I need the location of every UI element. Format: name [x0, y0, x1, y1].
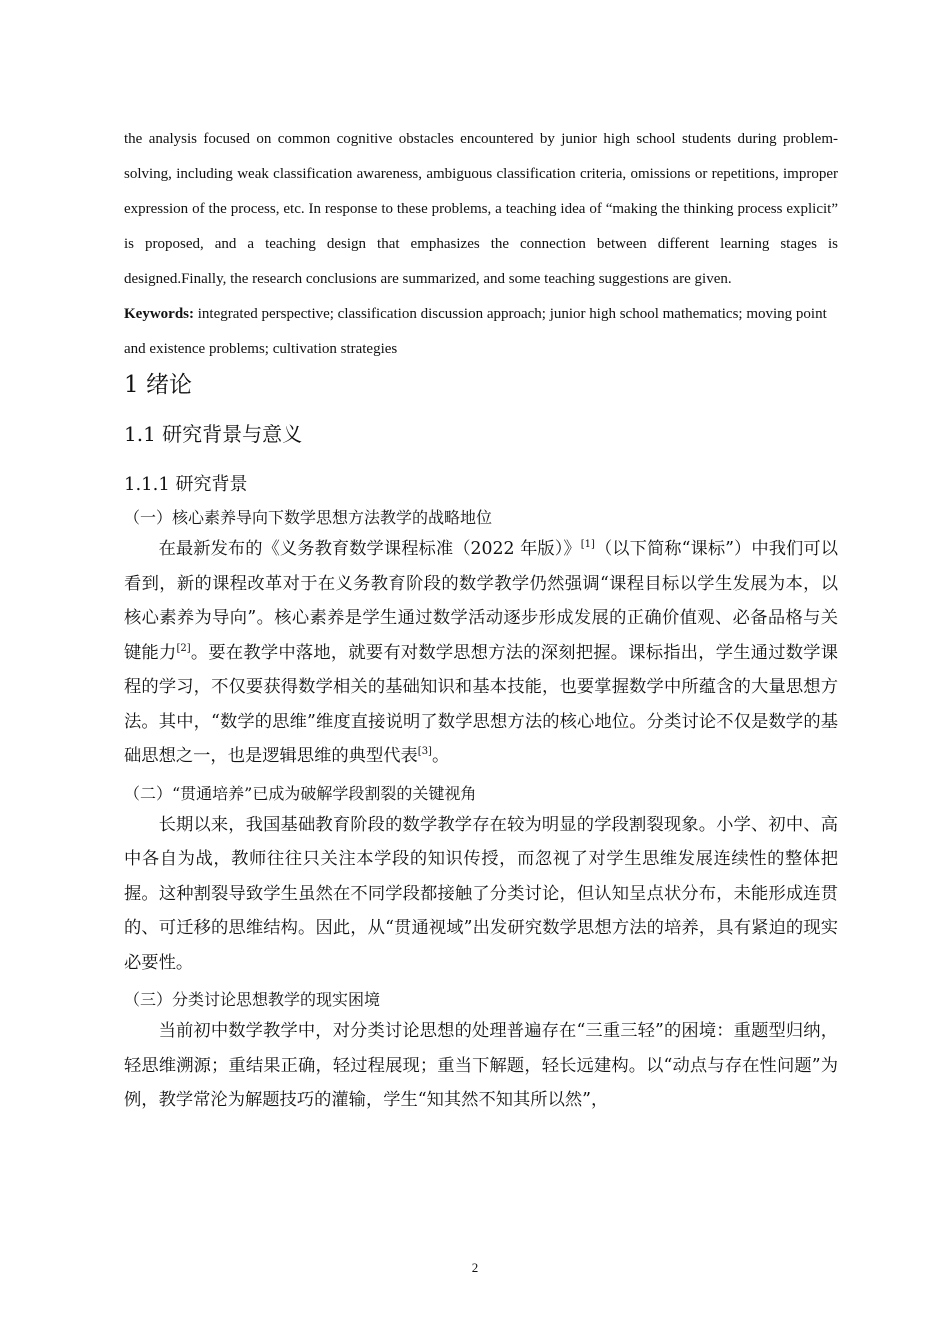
chapter-title: 1 绪论 [124, 372, 192, 398]
page-number: 2 [471, 1260, 479, 1275]
paragraph-3: 当前初中数学教学中，对分类讨论思想的处理普遍存在“三重三轻”的困境：重题型归纳，轻思维溯源；重结果正确，轻过程展现；重当下解题，轻长远建构。以“动点与存在性问题”为例，教学常沦为解题技巧的灌输，学生“知其然不知其所以然”， [124, 1021, 838, 1110]
subheading-2: （二）“贯通培养”已成为破解学段割裂的关键视角 [124, 783, 477, 803]
abstract-english-text: the analysis focused on common cognitive obstacles encountered by junior high school students during problem-solving, including weak classification awareness, ambiguous classification criteria, omissions or repetitions, improper expression of the process, etc. In response to these problems, a teaching idea of “making the thinking process explicit” is proposed, and a teaching design that emphasizes the connection between different learning stages is designed.Finally, the research conclusions are summarized, and some teaching suggestions are given. [124, 131, 838, 287]
paragraph-1-part-a: 在最新发布的《义务教育数学课程标准（2022 年版）》 [158, 539, 581, 559]
subheading-1: （一）核心素养导向下数学思想方法教学的战略地位 [124, 508, 493, 527]
citation-2[interactable]: [2] [176, 642, 191, 654]
keywords-line [124, 297, 838, 367]
paragraph-2: 长期以来，我国基础教育阶段的数学教学存在较为明显的学段割裂现象。小学、初中、高中各自为战，教师往往只关注本学段的知识传授，而忽视了对学生思维发展连续性的整体把握。这种割裂导致学生虽然在不同学段都接触了分类讨论，但认知呈点状分布，未能形成连贯的、可迁移的思维结构。因此，从“贯通视域”出发研究数学思想方法的培养，具有紧迫的现实必要性。 [124, 814, 838, 973]
page-body [124, 122, 838, 1118]
subheading-3: （三）分类讨论思想教学的现实困境 [124, 990, 381, 1009]
paragraph-1-part-d: 。 [431, 746, 450, 766]
paragraph-1-part-b: （以下简称“课标”）中我们可以看到，新的课程改革对于在义务教育阶段的数学教学仍然强调“课程目标以学生发展为本，以核心素养为导向”。核心素养是学生通过数学活动逐步形成发展的正确价值观、必备品格与关键能力 [124, 539, 838, 663]
paragraph-1-part-c: 。要在教学中落地，就要有对数学思想方法的深刻把握。课标指出，学生通过数学课程的学习，不仅要获得数学相关的基础知识和基本技能，也要掌握数学中所蕴含的大量思想方法。其中，“数学的思维”维度直接说明了数学思想方法的核心地位。分类讨论不仅是数学的基础思想之一，也是逻辑思维的典型代表 [124, 642, 838, 766]
subsection-heading: 1.1.1 研究背景 [124, 474, 248, 495]
keywords-text: integrated perspective; classification discussion approach; junior high school mathematics; moving point and existence problems; cultivation strategies [124, 306, 827, 357]
citation-1[interactable]: [1] [580, 539, 595, 551]
paragraph-1 [124, 532, 838, 774]
citation-3[interactable]: [3] [417, 746, 432, 758]
keywords-label: Keywords: [124, 306, 194, 322]
section-heading: 1.1 研究背景与意义 [124, 422, 303, 446]
